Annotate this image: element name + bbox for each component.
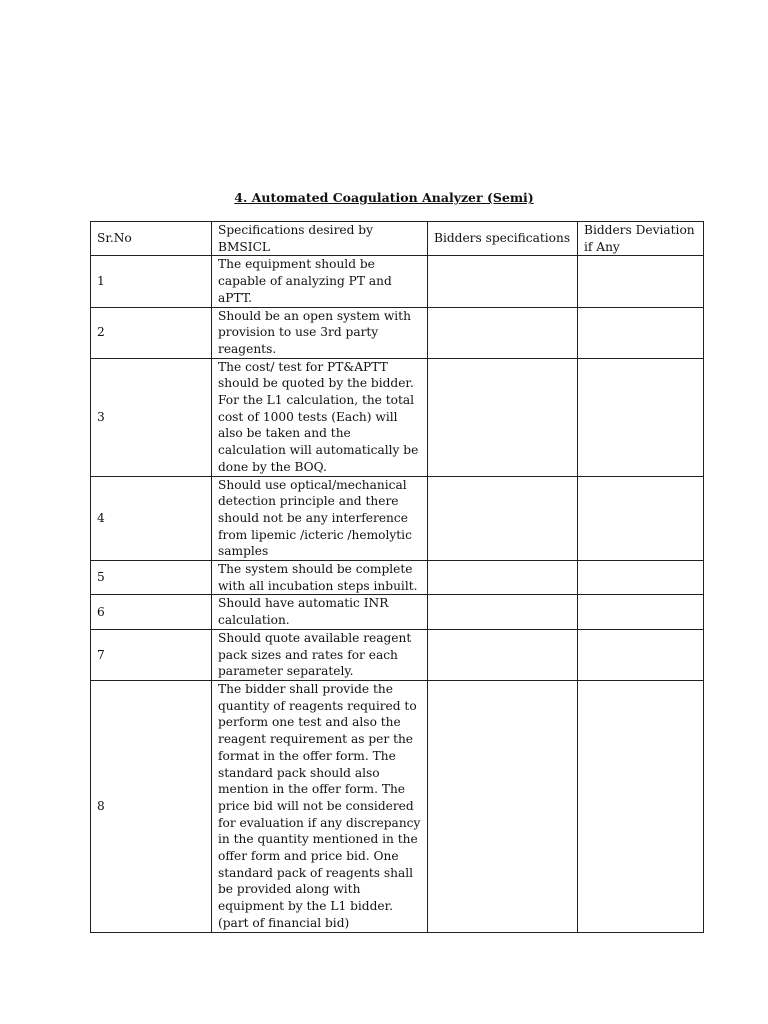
deviation-cell[interactable] (578, 358, 704, 476)
table-row (91, 595, 704, 629)
table-row (91, 476, 704, 561)
spec-cell: The equipment should be capable of analyzing PT and aPTT. (212, 256, 428, 307)
spec-cell: Should have automatic INR calculation. (212, 595, 428, 629)
deviation-cell[interactable] (578, 595, 704, 629)
deviation-cell[interactable] (578, 307, 704, 358)
spec-cell: The system should be complete with all incubation steps inbuilt. (212, 561, 428, 595)
sr-no-cell: 5 (91, 561, 212, 595)
sr-no-cell: 3 (91, 358, 212, 476)
deviation-cell[interactable] (578, 629, 704, 680)
header-sr-no: Sr.No (91, 222, 212, 256)
sr-no-cell: 8 (91, 680, 212, 932)
sr-no-cell: 2 (91, 307, 212, 358)
deviation-cell[interactable] (578, 256, 704, 307)
header-bidders-specifications: Bidders specifications (428, 222, 578, 256)
table-row (91, 256, 704, 307)
page-title: 4. Automated Coagulation Analyzer (Semi) (234, 190, 534, 205)
specifications-table (90, 221, 704, 933)
table-row (91, 358, 704, 476)
deviation-cell[interactable] (578, 561, 704, 595)
bidder-spec-cell[interactable] (428, 476, 578, 561)
bidder-spec-cell[interactable] (428, 307, 578, 358)
deviation-cell[interactable] (578, 476, 704, 561)
table-row (91, 561, 704, 595)
spec-cell: Should quote available reagent pack sizes and rates for each parameter separately. (212, 629, 428, 680)
bidder-spec-cell[interactable] (428, 561, 578, 595)
table-row (91, 307, 704, 358)
spec-cell: The cost/ test for PT&APTT should be quoted by the bidder. For the L1 calculation, the total cost of 1000 tests (Each) will also be taken and the calculation will automatically be done by the BOQ. (212, 358, 428, 476)
bidder-spec-cell[interactable] (428, 595, 578, 629)
table-row (91, 629, 704, 680)
bidder-spec-cell[interactable] (428, 629, 578, 680)
deviation-cell[interactable] (578, 680, 704, 932)
bidder-spec-cell[interactable] (428, 680, 578, 932)
bidder-spec-cell[interactable] (428, 256, 578, 307)
spec-cell: Should be an open system with provision to use 3rd party reagents. (212, 307, 428, 358)
spec-cell: Should use optical/mechanical detection principle and there should not be any interference from lipemic /icteric /hemolytic samples (212, 476, 428, 561)
bidder-spec-cell[interactable] (428, 358, 578, 476)
header-specifications: Specifications desired by BMSICL (212, 222, 428, 256)
sr-no-cell: 6 (91, 595, 212, 629)
spec-cell: The bidder shall provide the quantity of reagents required to perform one test and also the reagent requirement as per the format in the offer form. The standard pack should also mention in the offer form. The price bid will not be considered for evaluation if any discrepancy in the quantity mentioned in the offer form and price bid. One standard pack of reagents shall be provided along with equipment by the L1 bidder. (part of financial bid) (212, 680, 428, 932)
sr-no-cell: 7 (91, 629, 212, 680)
sr-no-cell: 1 (91, 256, 212, 307)
header-bidders-deviation: Bidders Deviation if Any (578, 222, 704, 256)
sr-no-cell: 4 (91, 476, 212, 561)
table-header-row (91, 222, 704, 256)
table-row (91, 680, 704, 932)
